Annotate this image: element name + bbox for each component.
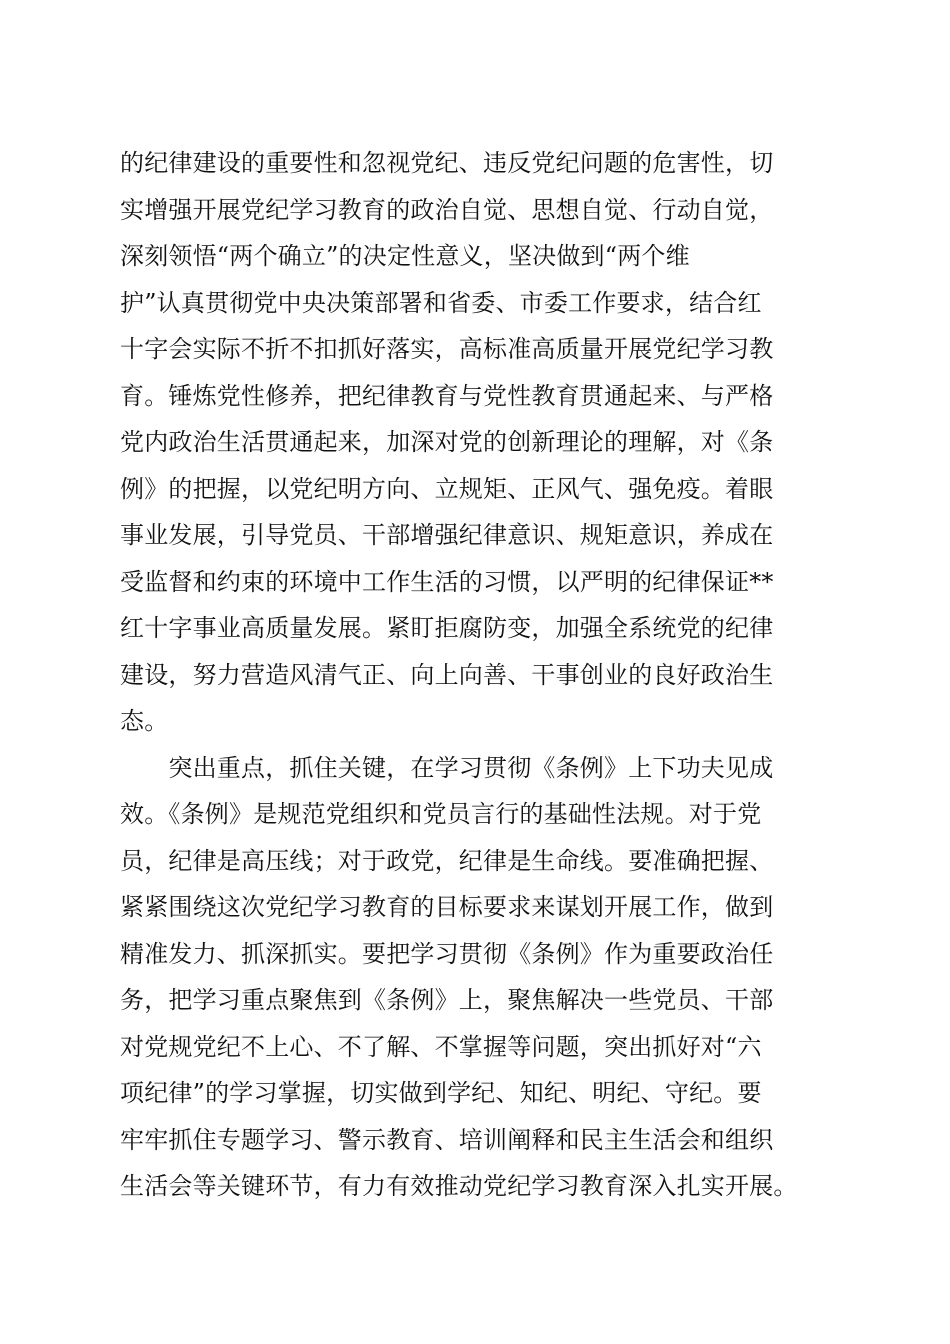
text-line: 受监督和约束的环境中工作生活的习惯，以严明的纪律保证** bbox=[120, 567, 774, 596]
text-line: 护”认真贯彻党中央决策部署和省委、市委工作要求，结合红 bbox=[120, 288, 762, 317]
text-line: 党内政治生活贯通起来，加深对党的创新理论的理解，对《条 bbox=[120, 428, 774, 456]
paragraph-2 bbox=[120, 745, 840, 1210]
text-line: 紧紧围绕这次党纪学习教育的目标要求来谋划开展工作，做到 bbox=[120, 893, 774, 921]
text-line: 的纪律建设的重要性和忽视党纪、违反党纪问题的危害性，切 bbox=[120, 149, 774, 177]
text-line: 育。锤炼党性修养，把纪律教育与党性教育贯通起来、与严格 bbox=[120, 381, 774, 410]
text-line: 突出重点，抓住关键，在学习贯彻《条例》上下功夫见成 bbox=[120, 753, 774, 782]
text-line: 员，纪律是高压线；对于政党，纪律是生命线。要准确把握、 bbox=[120, 846, 774, 875]
paragraph-1 bbox=[120, 140, 840, 745]
text-line: 精准发力、抓深抓实。要把学习贯彻《条例》作为重要政治任 bbox=[120, 939, 774, 968]
text-line: 事业发展，引导党员、干部增强纪律意识、规矩意识，养成在 bbox=[120, 521, 774, 549]
text-line: 十字会实际不折不扣抓好落实，高标准高质量开展党纪学习教 bbox=[120, 335, 774, 363]
body-text bbox=[120, 140, 840, 1210]
text-line: 务，把学习重点聚焦到《条例》上，聚焦解决一些党员、干部 bbox=[120, 986, 774, 1014]
text-line: 项纪律”的学习掌握，切实做到学纪、知纪、明纪、守纪。要 bbox=[120, 1079, 762, 1107]
text-line: 生活会等关键环节，有力有效推动党纪学习教育深入扎实开展。 bbox=[120, 1172, 798, 1200]
text-line: 牢牢抓住专题学习、警示教育、培训阐释和民主生活会和组织 bbox=[120, 1125, 774, 1154]
text-line: 效。《条例》是规范党组织和党员言行的基础性法规。对于党 bbox=[120, 800, 762, 828]
text-line: 对党规党纪不上心、不了解、不掌握等问题，突出抓好对“六 bbox=[120, 1032, 762, 1061]
text-line: 深刻领悟“两个确立”的决定性意义，坚决做到“两个维 bbox=[120, 242, 690, 270]
text-line: 例》的把握，以党纪明方向、立规矩、正风气、强免疫。着眼 bbox=[120, 474, 774, 503]
text-line: 建设，努力营造风清气正、向上向善、干事创业的良好政治生 bbox=[120, 660, 774, 689]
text-line: 实增强开展党纪学习教育的政治自觉、思想自觉、行动自觉， bbox=[120, 195, 774, 224]
text-line: 态。 bbox=[120, 707, 169, 735]
text-line: 红十字事业高质量发展。紧盯拒腐防变，加强全系统党的纪律 bbox=[120, 614, 774, 642]
